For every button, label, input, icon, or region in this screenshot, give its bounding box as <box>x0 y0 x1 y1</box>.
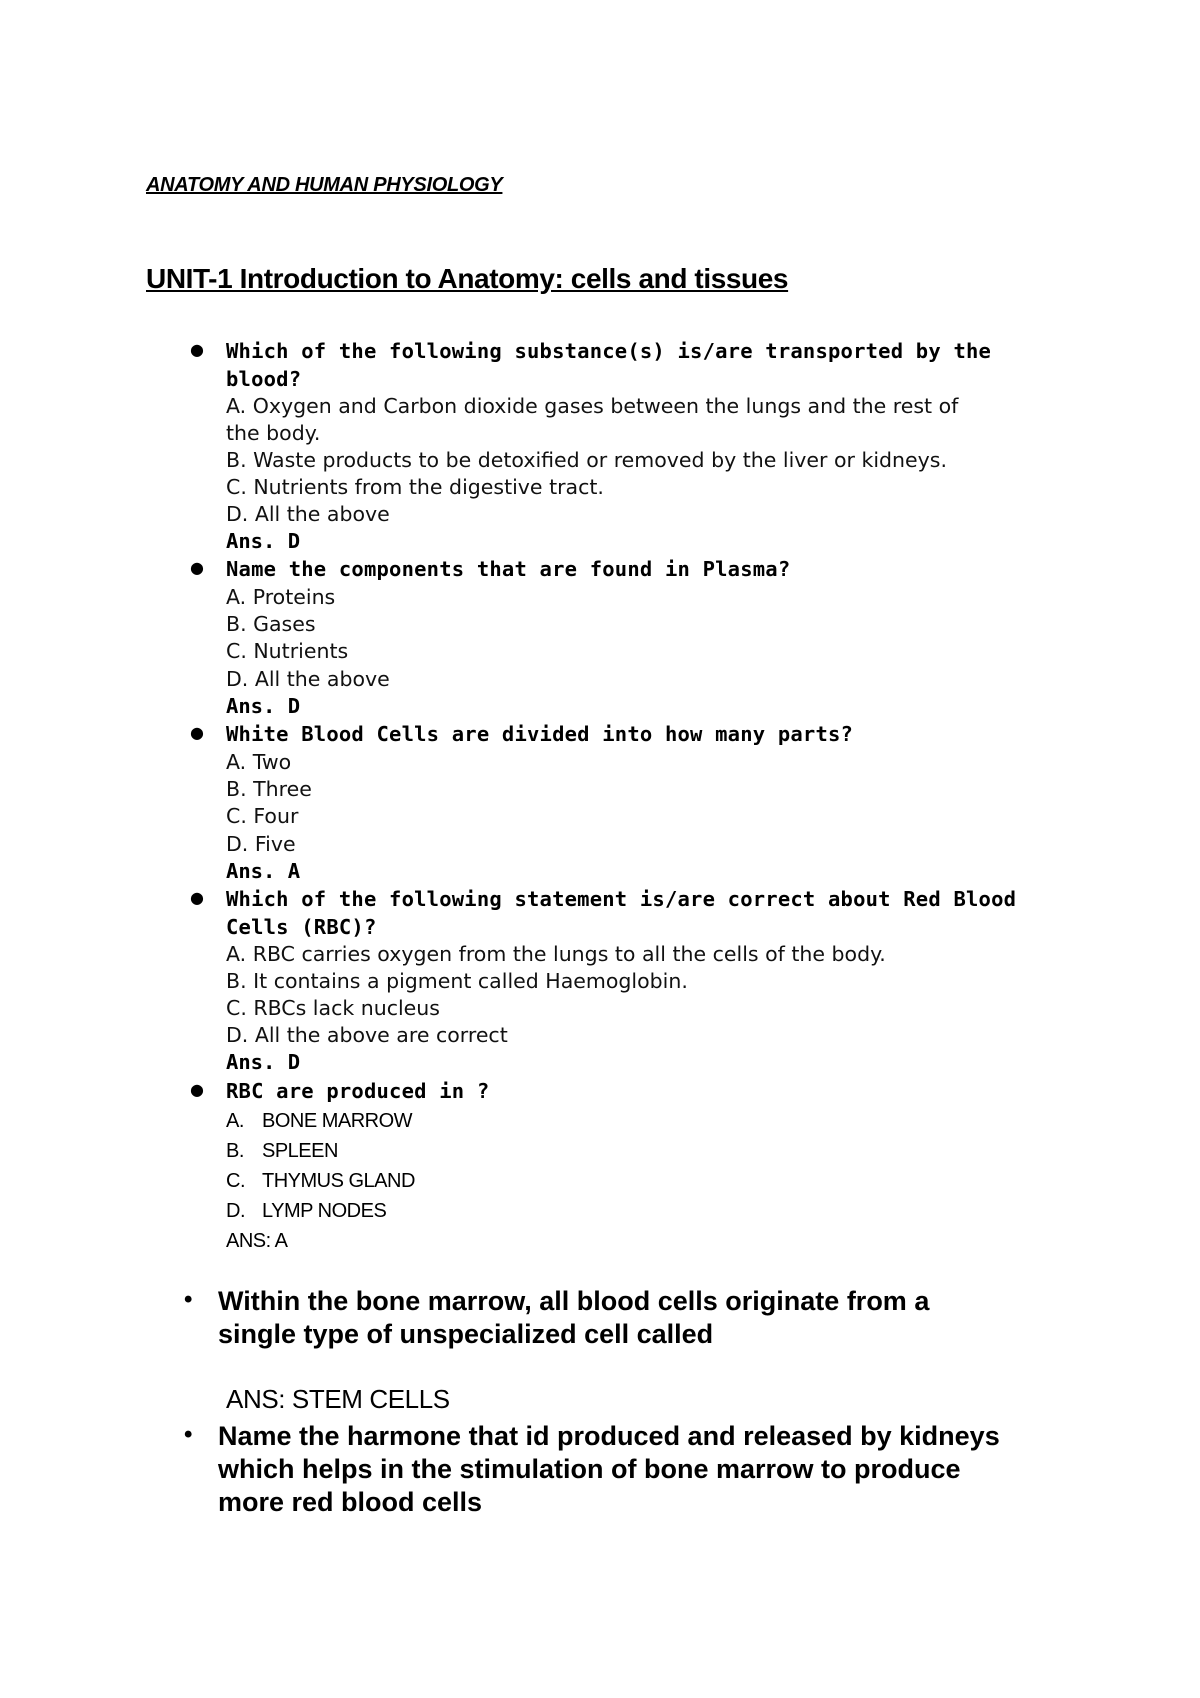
bullet-icon: ● <box>190 723 204 742</box>
question-text: Which of the following substance(s) is/are transported by the <box>226 339 992 363</box>
answer-text: Ans. D <box>226 529 301 553</box>
question-text: single type of unspecialized cell called <box>218 1319 714 1349</box>
option-text: SPLEEN <box>262 1140 338 1162</box>
option-text: D. All the above <box>226 667 390 691</box>
option-text: C. RBCs lack nucleus <box>226 996 440 1020</box>
bullet-icon: ● <box>190 1080 204 1099</box>
option-text: B. It contains a pigment called Haemoglobin. <box>226 969 688 993</box>
option-text: D. Five <box>226 832 296 856</box>
answer-text: Ans. D <box>226 694 301 718</box>
option-text: B. Gases <box>226 612 316 636</box>
option-text: A. Two <box>226 750 292 774</box>
question-text: Which of the following statement is/are correct about Red Blood <box>226 887 1017 911</box>
option-text: A. Proteins <box>226 585 336 609</box>
question-text: Name the components that are found in Plasma? <box>226 557 791 581</box>
option-text: BONE MARROW <box>262 1110 413 1132</box>
option-letter: B. <box>226 1140 244 1162</box>
option-text: C. Nutrients <box>226 639 349 663</box>
unit-title: UNIT-1 Introduction to Anatomy: cells and tissues <box>146 263 789 294</box>
bullet-icon: • <box>184 1286 193 1313</box>
answer-text: Ans. D <box>226 1050 301 1074</box>
bullet-icon: • <box>184 1421 193 1448</box>
option-letter: A. <box>226 1110 244 1132</box>
question-text: more red blood cells <box>218 1487 483 1517</box>
bullet-icon: ● <box>190 558 204 577</box>
option-text: the body. <box>226 421 321 445</box>
question-text: Within the bone marrow, all blood cells originate from a <box>218 1286 930 1316</box>
bullet-icon: ● <box>190 340 204 359</box>
option-letter: D. <box>226 1200 245 1222</box>
answer-text: ANS: A <box>226 1230 288 1252</box>
question-text: White Blood Cells are divided into how many parts? <box>226 722 854 746</box>
option-text: D. All the above are correct <box>226 1023 508 1047</box>
question-text: RBC are produced in ? <box>226 1079 490 1103</box>
question-text: Cells (RBC)? <box>226 915 377 939</box>
option-text: LYMP NODES <box>262 1200 387 1222</box>
bullet-icon: ● <box>190 888 204 907</box>
question-text: Name the harmone that id produced and released by kidneys <box>218 1421 1000 1451</box>
question-text: which helps in the stimulation of bone marrow to produce <box>218 1454 961 1484</box>
option-text: B. Three <box>226 777 312 801</box>
document-header: ANATOMY AND HUMAN PHYSIOLOGY <box>146 174 503 196</box>
answer-text: Ans. A <box>226 859 301 883</box>
option-text: C. Nutrients from the digestive tract. <box>226 475 604 499</box>
option-letter: C. <box>226 1170 245 1192</box>
option-text: A. Oxygen and Carbon dioxide gases between the lungs and the rest of <box>226 394 959 418</box>
answer-text: ANS: STEM CELLS <box>226 1384 450 1414</box>
option-text: A. RBC carries oxygen from the lungs to all the cells of the body. <box>226 942 886 966</box>
option-text: D. All the above <box>226 502 390 526</box>
question-text: blood? <box>226 367 302 391</box>
option-text: C. Four <box>226 804 299 828</box>
option-text: THYMUS GLAND <box>262 1170 415 1192</box>
option-text: B. Waste products to be detoxified or removed by the liver or kidneys. <box>226 448 947 472</box>
